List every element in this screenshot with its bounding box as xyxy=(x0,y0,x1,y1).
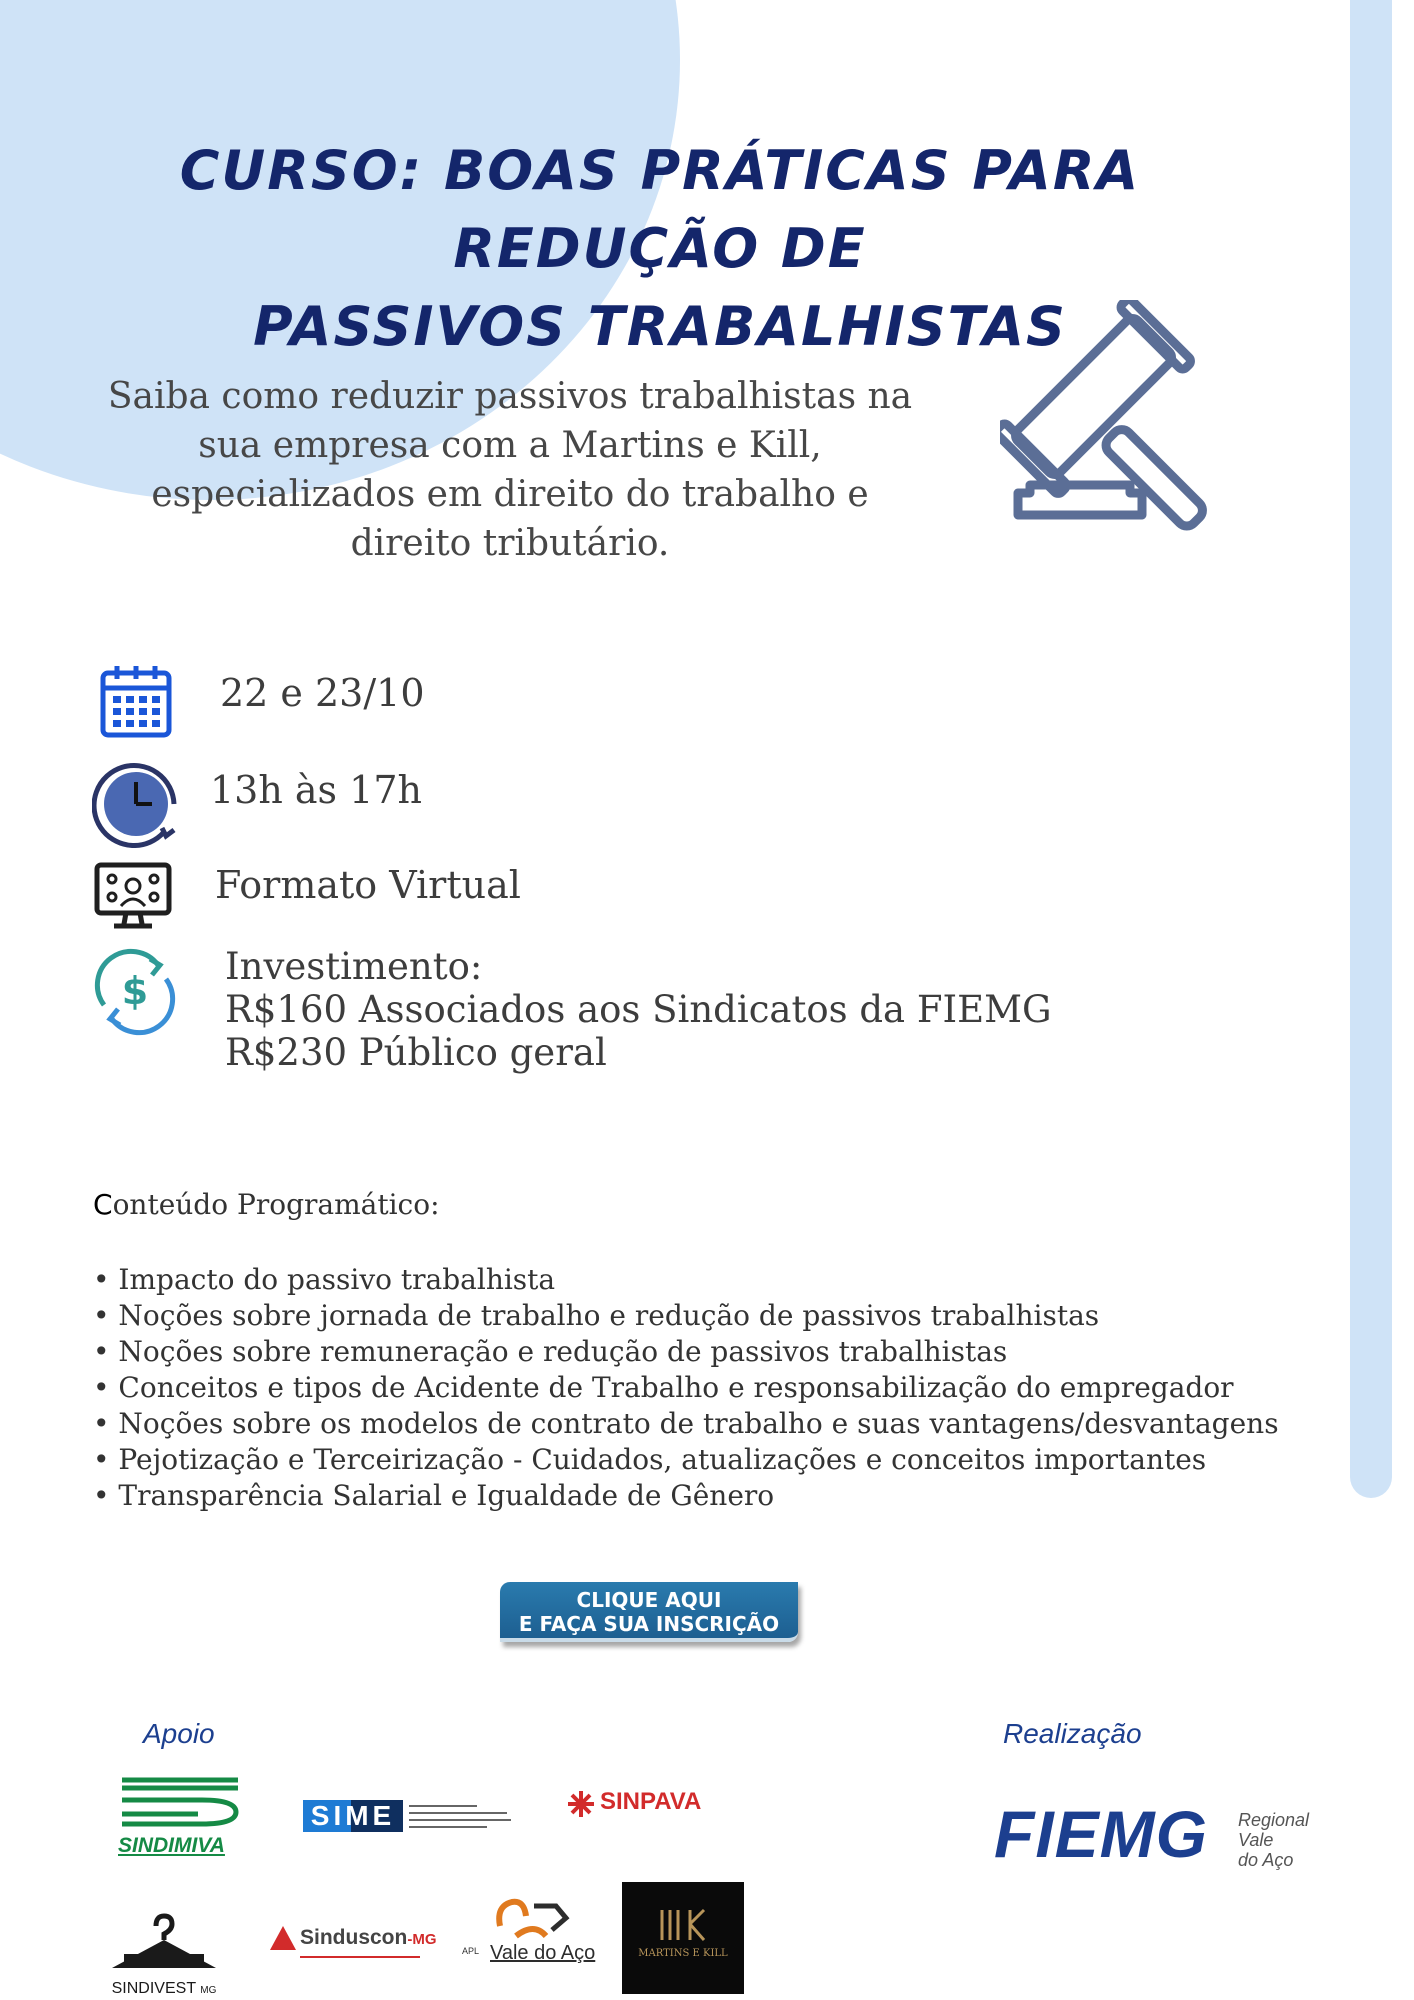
event-time: 13h às 17h xyxy=(210,768,422,812)
fiemg-region xyxy=(1238,1810,1309,1870)
topic-item: • Noções sobre jornada de trabalho e redução de passivos trabalhistas xyxy=(93,1298,1279,1334)
clock-icon xyxy=(92,760,180,848)
sinduscon-name xyxy=(300,1926,437,1950)
martins-e-kill-monogram-icon xyxy=(658,1908,708,1942)
sinduscon-suffix: -MG xyxy=(407,1931,437,1948)
intro-line-2: sua empresa com a Martins e Kill, xyxy=(198,425,822,466)
register-button-line-2: E FAÇA SUA INSCRIÇÃO xyxy=(518,1612,780,1636)
topic-item: • Transparência Salarial e Igualdade de Gênero xyxy=(93,1478,1279,1514)
sindivest-logo xyxy=(104,1912,224,1997)
topic-item: • Impacto do passivo trabalhista xyxy=(93,1262,1279,1298)
sinduscon-logo xyxy=(268,1924,438,1964)
sime-name: SIME xyxy=(303,1800,403,1832)
sime-caption-lines xyxy=(407,1802,517,1832)
program-heading-initial: C xyxy=(93,1188,113,1221)
program-heading xyxy=(93,1188,440,1221)
martins-e-kill-name: MARTINS E KILL xyxy=(638,1948,728,1959)
register-button[interactable] xyxy=(500,1582,798,1642)
hanger-icon xyxy=(104,1912,224,1972)
register-button-line-1: CLIQUE AQUI xyxy=(576,1588,722,1612)
sindimiva-symbol-icon xyxy=(118,1774,244,1832)
sinpava-star-icon xyxy=(566,1789,596,1819)
event-format: Formato Virtual xyxy=(215,863,521,907)
topic-item: • Noções sobre remuneração e redução de passivos trabalhistas xyxy=(93,1334,1279,1370)
fiemg-name: FIEMG xyxy=(994,1797,1208,1871)
sindivest-name xyxy=(104,1980,224,1998)
investment-block xyxy=(225,945,1052,1074)
fiemg-region-line-2: Vale xyxy=(1238,1830,1274,1850)
support-label: Apoio xyxy=(143,1718,215,1749)
intro-line-3: especializados em direito do trabalho e xyxy=(151,474,869,515)
apl-hands-icon xyxy=(494,1896,574,1944)
sindivest-word: SINDIVEST xyxy=(111,1980,196,1997)
program-heading-rest: onteúdo Programático: xyxy=(112,1188,440,1221)
fiemg-logo xyxy=(994,1796,1324,1876)
sinpava-name: SINPAVA xyxy=(600,1788,702,1815)
sinpava-logo xyxy=(566,1786,716,1820)
sindimiva-logo xyxy=(118,1774,244,1866)
dollar-cycle-icon xyxy=(92,947,178,1037)
sinduscon-underline xyxy=(300,1956,420,1958)
sindivest-suffix: MG xyxy=(200,1985,217,1996)
sinduscon-word: Sinduscon xyxy=(300,1926,408,1949)
sime-logo xyxy=(303,1800,523,1836)
fiemg-region-line-3: do Aço xyxy=(1238,1850,1294,1870)
apl-vale-do-aco-logo xyxy=(462,1896,596,1988)
topic-item: • Pejotização e Terceirização - Cuidados, atualizações e conceitos importantes xyxy=(93,1442,1279,1478)
intro-line-1: Saiba como reduzir passivos trabalhistas na xyxy=(107,376,913,417)
intro-line-4: direito tributário. xyxy=(350,523,670,564)
martins-e-kill-logo xyxy=(622,1882,744,1994)
organizer-label: Realização xyxy=(1003,1718,1142,1749)
calendar-icon xyxy=(100,664,172,738)
price-general: R$230 Público geral xyxy=(225,1031,607,1074)
program-topics xyxy=(93,1262,1279,1514)
sinduscon-triangle-icon xyxy=(268,1924,298,1952)
intro-text xyxy=(90,372,930,568)
gavel-icon xyxy=(1000,300,1270,550)
topic-item: • Noções sobre os modelos de contrato de trabalho e suas vantagens/desvantagens xyxy=(93,1406,1279,1442)
sindimiva-name: SINDIMIVA xyxy=(118,1834,225,1857)
title-line-1: CURSO: BOAS PRÁTICAS PARA REDUÇÃO DE xyxy=(179,139,1141,280)
event-date: 22 e 23/10 xyxy=(220,671,425,715)
apl-name: Vale do Aço xyxy=(490,1942,596,1964)
investment-label: Investimento: xyxy=(225,945,483,988)
apl-prefix: APL xyxy=(462,1946,480,1956)
computer-meeting-icon xyxy=(94,862,172,934)
title-line-2: PASSIVOS TRABALHISTAS xyxy=(253,295,1067,358)
side-accent-bar xyxy=(1350,0,1392,1498)
svg-text:$: $ xyxy=(121,969,149,1013)
topic-item: • Conceitos e tipos de Acidente de Trabalho e responsabilização do empregador xyxy=(93,1370,1279,1406)
price-members: R$160 Associados aos Sindicatos da FIEMG xyxy=(225,988,1052,1031)
fiemg-region-line-1: Regional xyxy=(1238,1810,1310,1830)
